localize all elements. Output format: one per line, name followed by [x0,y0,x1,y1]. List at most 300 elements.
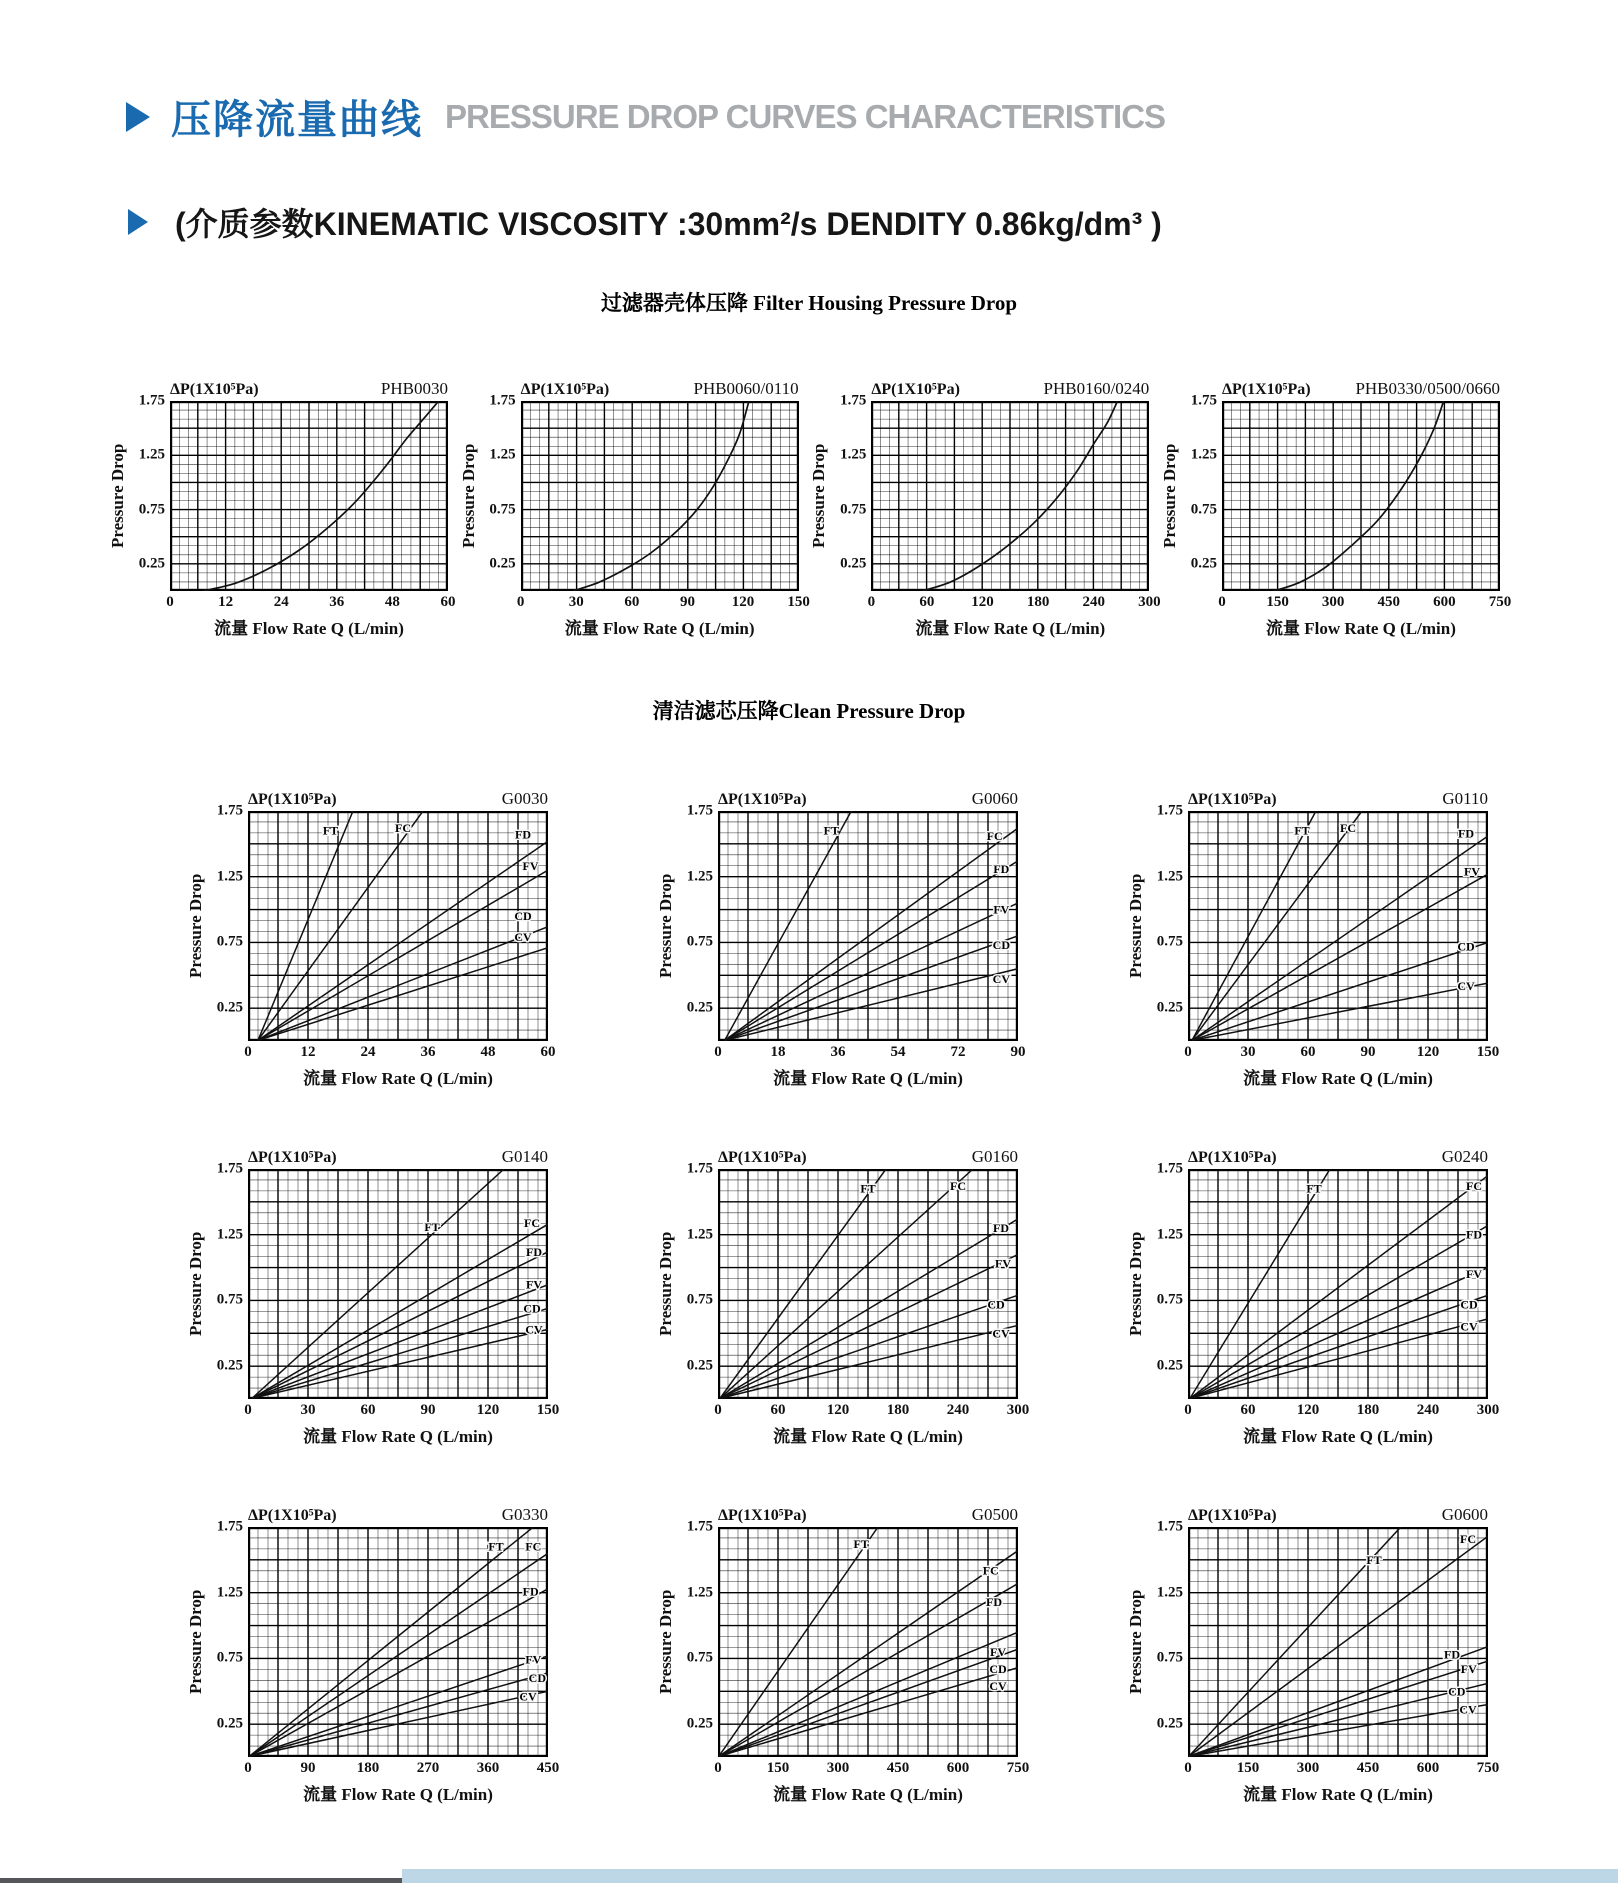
y-tick: 0.75 [686,1649,713,1666]
chart-header [248,1505,548,1525]
plot-area [718,1527,1018,1757]
y-tick: 0.75 [216,933,243,950]
chart-G0140 [186,1147,560,1447]
plot-area [1222,401,1500,591]
plot-area [1188,1527,1488,1757]
y-axis-side-label: Pressure Drop [656,1589,675,1695]
curve-FV [252,1285,548,1399]
x-tick: 36 [830,1044,846,1060]
x-tick: 18 [770,1044,786,1060]
x-tick: 90 [420,1402,436,1418]
chart-header [1188,1147,1488,1167]
x-tick-labels [516,591,810,611]
curve-label-CV: CV [514,930,532,945]
curve-label-CD: CD [992,938,1011,953]
y-tick: 1.25 [686,868,713,885]
chart-title: PHB0160/0240 [1043,379,1150,398]
curve-label-CD: CD [1460,1297,1478,1312]
curve-label-CD: CD [1457,939,1475,954]
pressure-drop-curve [922,401,1118,591]
chart-header [871,379,1149,399]
x-tick: 450 [886,1760,910,1776]
x-axis-label: 流量 Flow Rate Q (L/min) [1243,1785,1433,1804]
x-tick: 300 [1138,594,1161,610]
x-axis-label: 流量 Flow Rate Q (L/min) [214,619,404,638]
pressure-drop-curve [1274,401,1444,591]
y-tick: 0.75 [1190,501,1217,518]
y-tick: 1.75 [686,1518,713,1535]
plot-canvas [1188,811,1488,1041]
main-header [126,88,1618,145]
x-axis-label: 流量 Flow Rate Q (L/min) [1243,1069,1433,1088]
curve-FV [720,1254,1018,1398]
y-axis-side-label: Pressure Drop [186,873,205,979]
x-tick: 120 [971,594,994,610]
x-tick: 300 [1476,1402,1500,1418]
x-tick: 300 [1006,1402,1030,1418]
x-tick: 60 [1240,1402,1256,1418]
y-tick: 1.75 [1156,802,1183,819]
x-tick: 240 [946,1402,970,1418]
bullet-arrow-icon [126,102,153,132]
x-axis-label: 流量 Flow Rate Q (L/min) [773,1785,963,1804]
x-tick: 750 [1006,1760,1030,1776]
curve-label-CD: CD [1448,1684,1466,1699]
x-tick: 0 [867,594,876,610]
chart-title: G0110 [1442,789,1488,808]
x-axis-label: 流量 Flow Rate Q (L/min) [1243,1427,1433,1446]
chart-body [809,392,1149,591]
y-tick: 0.25 [840,555,867,572]
y-axis-title: ΔP(1X10⁵Pa) [1188,1149,1277,1166]
x-tick: 450 [1377,594,1401,610]
curve-label-FC: FC [525,1539,542,1554]
y-tick: 1.25 [1156,868,1183,885]
x-tick: 300 [1296,1760,1320,1776]
curve-label-FV: FV [990,1644,1006,1659]
y-axis-title: ΔP(1X10⁵Pa) [1188,791,1277,808]
x-tick: 0 [1218,594,1226,610]
x-tick: 120 [826,1402,850,1418]
x-tick: 90 [1010,1044,1026,1060]
chart-body [1159,392,1500,591]
x-tick: 150 [766,1760,790,1776]
y-axis-side-label: Pressure Drop [656,873,675,979]
y-tick-labels [479,392,521,591]
x-axis-label: 流量 Flow Rate Q (L/min) [773,1427,963,1446]
chart-body [656,1160,1018,1399]
y-axis-title: ΔP(1X10⁵Pa) [718,1149,807,1166]
chart-title: G0600 [1441,1505,1488,1524]
clean-chart-row-1 [0,789,1618,1089]
y-tick: 1.75 [1156,1518,1183,1535]
section-title-housing: 过滤器壳体压降 Filter Housing Pressure Drop [600,291,1018,315]
chart-PHB0160-0240 [809,379,1161,639]
plot-canvas [1222,401,1500,591]
x-tick: 0 [244,1760,252,1776]
y-tick: 0.25 [686,999,713,1016]
y-tick: 0.25 [216,1715,243,1732]
y-axis-side-label: Pressure Drop [1126,873,1145,979]
chart-header [718,1505,1018,1525]
y-tick: 1.25 [686,1226,713,1243]
chart-body [458,392,799,591]
plot-area [1188,811,1488,1041]
chart-body [656,1518,1018,1757]
x-tick-labels [1184,1757,1500,1777]
x-tick: 450 [536,1760,560,1776]
x-tick: 54 [890,1044,906,1060]
x-tick: 600 [1416,1760,1440,1776]
curve-FT [249,1527,533,1756]
chart-body [186,1160,548,1399]
x-tick: 120 [1296,1402,1320,1418]
y-tick: 1.25 [840,446,867,463]
curve-label-FC: FC [950,1179,966,1194]
x-tick: 0 [244,1402,252,1418]
curve-FV [725,903,1018,1040]
curve-label-FC: FC [1460,1531,1476,1546]
x-tick: 150 [536,1402,560,1418]
chart-PHB0060-0110 [458,379,810,639]
x-tick-labels [714,1041,1026,1061]
x-tick: 48 [384,594,400,610]
curve-label-FC: FC [982,1563,999,1578]
subtitle-row [128,199,1618,245]
y-tick: 1.25 [216,1584,243,1601]
media-parameters-subtitle: (介质参数KINEMATIC VISCOSITY :30mm²/s DENDITY 0.86kg/dm³ ) [175,206,1162,242]
curve-label-FV: FV [522,859,539,874]
curve-CD [258,927,548,1041]
curve-label-FV: FV [526,1277,542,1292]
page-title-cn: 压降流量曲线 [171,98,423,142]
y-tick: 1.25 [489,446,516,463]
y-tick: 1.75 [138,392,165,409]
x-tick-labels [714,1399,1030,1419]
y-axis-side-label: Pressure Drop [809,443,829,549]
x-tick: 180 [886,1402,910,1418]
curve-CD [720,1295,1018,1398]
plot-area [521,401,799,591]
x-tick: 240 [1416,1402,1440,1418]
x-tick-labels [244,1041,556,1061]
y-axis-side-label: Pressure Drop [458,443,478,549]
x-tick: 12 [218,594,234,610]
x-tick: 300 [826,1760,850,1776]
x-tick-labels [1218,591,1512,611]
y-tick: 1.25 [1190,446,1217,463]
y-axis-title: ΔP(1X10⁵Pa) [1188,1507,1277,1524]
x-tick: 90 [300,1760,316,1776]
curve-label-FV: FV [995,1256,1011,1271]
y-tick: 1.25 [216,868,243,885]
chart-body [186,802,548,1041]
curve-label-FV: FV [1466,1267,1482,1282]
x-tick-labels [166,591,456,611]
y-tick-labels [829,392,871,591]
y-axis-title: ΔP(1X10⁵Pa) [170,381,259,398]
y-tick-labels [1146,802,1188,1041]
x-tick: 36 [329,594,345,610]
curve-CD [252,1308,548,1398]
curve-label-FT: FT [860,1181,876,1196]
x-tick: 0 [1184,1044,1192,1060]
plot-area [1188,1169,1488,1399]
curve-label-FC: FC [1466,1179,1482,1194]
y-tick: 1.75 [216,1518,243,1535]
x-tick: 150 [1476,1044,1500,1060]
chart-title: PHB0330/0500/0660 [1355,379,1500,398]
footer-bar-gray [0,1878,402,1883]
x-tick: 150 [1236,1760,1260,1776]
curve-label-FD: FD [993,1221,1009,1236]
y-tick: 0.25 [138,555,165,572]
plot-canvas [521,401,799,591]
chart-title: G0030 [501,789,548,808]
curve-FD [258,841,548,1040]
x-tick: 90 [679,594,695,610]
y-tick-labels [206,1160,248,1399]
curve-label-CV: CV [989,1679,1007,1694]
y-tick: 1.75 [1156,1160,1183,1177]
plot-area [248,1527,548,1757]
plot-canvas [871,401,1149,591]
curve-label-CD: CD [528,1671,547,1686]
curve-label-FT: FT [1306,1181,1322,1196]
y-tick-labels [676,1160,718,1399]
chart-G0030 [186,789,556,1089]
chart-body [1126,1518,1488,1757]
section-title-clean: 清洁滤芯压降Clean Pressure Drop [652,699,966,723]
curve-FD [1192,836,1488,1040]
x-tick: 240 [1082,594,1105,610]
y-tick-labels [1146,1160,1188,1399]
x-tick: 600 [1433,594,1456,610]
y-tick: 0.75 [686,1291,713,1308]
chart-G0500 [656,1505,1030,1805]
x-tick: 0 [244,1044,252,1060]
chart-title: G0140 [501,1147,548,1166]
y-tick: 0.75 [1156,933,1183,950]
x-axis-label: 流量 Flow Rate Q (L/min) [1266,619,1456,638]
plot-area [248,811,548,1041]
y-axis-side-label: Pressure Drop [186,1589,205,1695]
curve-label-FT: FT [1366,1552,1382,1567]
y-axis-side-label: Pressure Drop [186,1231,205,1337]
chart-title: G0240 [1441,1147,1488,1166]
x-tick: 300 [1321,594,1345,610]
chart-PHB0330-0500-0660 [1159,379,1512,639]
curve-FD [1190,1226,1488,1399]
curve-label-FD: FD [1458,826,1474,841]
x-tick-labels [244,1399,560,1419]
x-tick: 24 [360,1044,376,1060]
x-tick: 60 [440,594,456,610]
curve-label-FD: FD [993,861,1010,876]
plot-area [248,1169,548,1399]
chart-body [1126,802,1488,1041]
y-axis-title: ΔP(1X10⁵Pa) [248,1149,337,1166]
plot-area [718,1169,1018,1399]
curve-label-CV: CV [525,1322,543,1337]
y-tick-labels [206,802,248,1041]
curve-CD [1190,1295,1488,1398]
y-tick: 1.75 [216,1160,243,1177]
page-title-en: PRESSURE DROP CURVES CHARACTERISTICS [445,97,1166,135]
pressure-drop-curve [202,401,438,591]
x-tick: 12 [300,1044,316,1060]
x-tick: 750 [1488,594,1512,610]
housing-chart-row [0,379,1618,639]
plot-canvas [170,401,448,591]
y-tick: 0.75 [840,501,867,518]
y-axis-title: ΔP(1X10⁵Pa) [718,1507,807,1524]
chart-G0330 [186,1505,560,1805]
x-tick: 30 [1240,1044,1256,1060]
y-tick-labels [676,802,718,1041]
bullet-arrow-icon [128,209,151,235]
y-tick: 0.25 [1190,555,1217,572]
curve-label-FD: FD [1466,1227,1482,1242]
y-tick: 1.25 [138,446,165,463]
y-tick: 1.75 [1190,392,1217,409]
x-tick: 0 [1184,1760,1192,1776]
y-axis-title: ΔP(1X10⁵Pa) [248,1507,337,1524]
y-tick: 0.75 [686,933,713,950]
curve-label-FD: FD [1444,1647,1460,1662]
plot-area [871,401,1149,591]
plot-canvas [248,1169,548,1399]
x-axis-label: 流量 Flow Rate Q (L/min) [773,1069,963,1088]
y-axis-title: ΔP(1X10⁵Pa) [520,381,610,398]
x-axis-label: 流量 Flow Rate Q (L/min) [915,619,1106,638]
y-tick: 0.25 [489,555,516,572]
chart-title: G0060 [971,789,1018,808]
x-tick: 0 [166,594,174,610]
curve-label-FV: FV [993,902,1010,917]
curve-label-FT: FT [823,823,840,838]
y-tick: 0.25 [216,999,243,1016]
curve-label-CD: CD [987,1297,1005,1312]
curve-label-FT: FT [424,1219,440,1234]
x-tick: 120 [476,1402,500,1418]
curve-label-CV: CV [992,972,1011,987]
y-axis-side-label: Pressure Drop [656,1231,675,1337]
chart-header [1188,1505,1488,1525]
y-tick: 0.25 [216,1357,243,1374]
y-tick: 1.75 [686,1160,713,1177]
chart-G0110 [1126,789,1500,1089]
y-axis-title: ΔP(1X10⁵Pa) [1221,381,1311,398]
curve-CV [1190,1319,1488,1399]
curve-CV [725,969,1018,1041]
y-tick: 0.75 [216,1649,243,1666]
curve-label-FV: FV [1460,1661,1477,1676]
chart-header [718,1147,1018,1167]
section-clean-element [0,695,1618,1805]
x-tick: 120 [1416,1044,1440,1060]
x-tick: 36 [420,1044,436,1060]
curve-label-FC: FC [524,1215,540,1230]
plot-area [718,811,1018,1041]
chart-header [718,789,1018,809]
x-tick-labels [244,1757,560,1777]
plot-canvas [248,811,548,1041]
x-axis-label: 流量 Flow Rate Q (L/min) [303,1785,493,1804]
footer-bar-blue [402,1869,1618,1883]
y-tick: 1.75 [216,802,243,819]
curve-label-FD: FD [986,1594,1002,1609]
y-tick: 1.25 [686,1584,713,1601]
y-axis-side-label: Pressure Drop [1126,1231,1145,1337]
y-tick: 0.25 [1156,1715,1183,1732]
x-tick: 0 [1184,1402,1192,1418]
chart-header [1188,789,1488,809]
x-axis-label: 流量 Flow Rate Q (L/min) [303,1069,493,1088]
curve-label-FD: FD [522,1584,539,1599]
y-tick: 0.75 [1156,1649,1183,1666]
x-tick: 0 [516,594,525,610]
y-tick: 1.25 [1156,1226,1183,1243]
curve-label-FC: FC [1340,821,1356,836]
clean-chart-row-2 [0,1147,1618,1447]
chart-body [1126,1160,1488,1399]
x-tick: 24 [273,594,289,610]
x-tick: 60 [1300,1044,1316,1060]
curve-label-CV: CV [519,1689,537,1704]
y-axis-title: ΔP(1X10⁵Pa) [718,791,807,808]
x-tick: 450 [1356,1760,1380,1776]
x-tick-labels [1184,1399,1500,1419]
x-tick-labels [867,591,1161,611]
y-tick: 0.75 [489,501,516,518]
curve-label-CV: CV [1459,1702,1477,1717]
curve-label-FC: FC [986,828,1003,843]
curve-FV [258,870,548,1040]
x-tick: 120 [731,594,755,610]
plot-canvas [1188,1169,1488,1399]
curve-label-FT: FT [488,1539,504,1554]
x-axis-label: 流量 Flow Rate Q (L/min) [564,619,755,638]
chart-G0240 [1126,1147,1500,1447]
y-tick-labels [206,1518,248,1757]
chart-G0600 [1126,1505,1500,1805]
chart-header [521,379,799,399]
curve-label-FT: FT [322,823,339,838]
x-tick: 600 [946,1760,970,1776]
y-axis-title: ΔP(1X10⁵Pa) [248,791,337,808]
curve-CV [258,948,548,1041]
curve-label-FT: FT [1294,823,1310,838]
chart-title: G0330 [501,1505,548,1524]
y-tick-labels [1146,1518,1188,1757]
chart-G0060 [656,789,1026,1089]
y-tick: 0.25 [1156,999,1183,1016]
chart-header [248,1147,548,1167]
curve-FT [719,1527,878,1756]
plot-canvas [248,1527,548,1757]
y-axis-side-label: Pressure Drop [108,443,127,549]
y-tick: 0.25 [686,1357,713,1374]
y-tick-labels [1180,392,1222,591]
chart-header [1222,379,1500,399]
y-tick: 1.25 [1156,1584,1183,1601]
curve-label-CD: CD [523,1301,541,1316]
chart-PHB0030 [108,379,456,639]
curve-CD [725,936,1018,1040]
chart-body [108,392,448,591]
x-tick: 0 [714,1402,722,1418]
